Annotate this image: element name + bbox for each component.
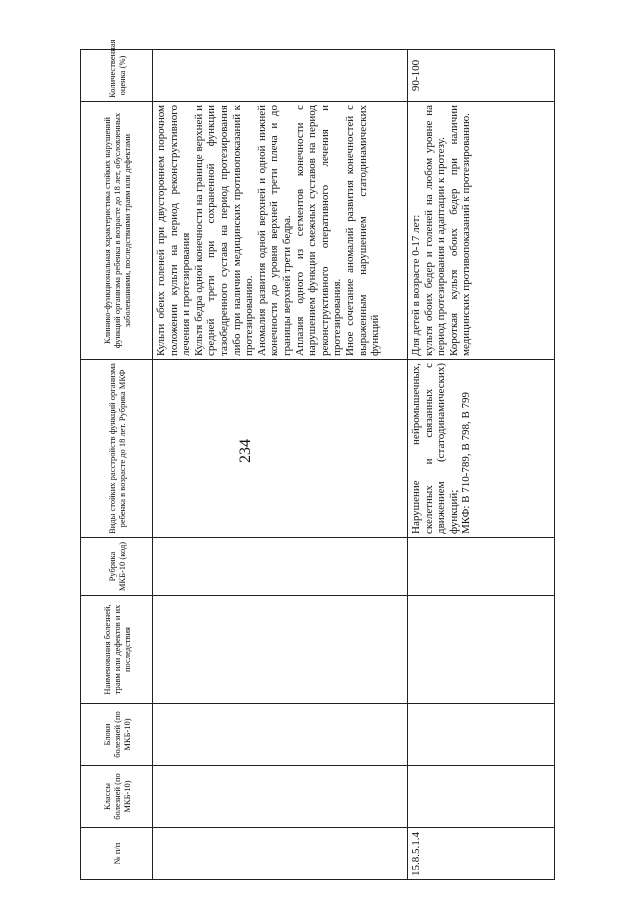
row2-disease-name — [408, 596, 555, 704]
row1-score — [153, 50, 408, 102]
header-function-types: Виды стойких расстройств функций организма ребенка в возрасте до 18 лет. Рубрика МКФ — [81, 360, 153, 538]
row2-disease-block — [408, 704, 555, 766]
header-disease-name: Наименования болезней, травм или дефектов и их последствия — [81, 596, 153, 704]
header-disease-class: Классы болезней (по МКБ-10) — [81, 766, 153, 828]
table-row — [153, 50, 408, 880]
row2-characteristic-text: Для детей в возрасте 0-17 лет: культя обоих бедер и голеней на любом уровне на период протезирования и адаптации к протезу. Короткая культя обоих бедер при наличии медицинских противопоказаний к протезированию. — [410, 105, 473, 356]
row2-score: 90-100 — [408, 50, 555, 102]
row2-characteristic — [408, 102, 555, 360]
row2-functions — [408, 360, 555, 538]
row1-number — [153, 828, 408, 880]
row1-disease-class — [153, 766, 408, 828]
row1-functions — [153, 360, 408, 538]
header-score: Количественная оценка (%) — [81, 50, 153, 102]
row2-number: 15.8.5.1.4 — [408, 828, 555, 880]
row1-disease-block — [153, 704, 408, 766]
row1-disease-name — [153, 596, 408, 704]
row2-disease-class — [408, 766, 555, 828]
row1-characteristic-text: Культи обеих голеней при двустороннем порочном положении культи на период реконструктивного лечения и протезирования Культя бедра одной конечности на границе верхней и средней трети при сохраненной функции тазобедренного сустава на период протезирования либо при наличии медицинских противопоказаний к протезированию. Аномалия развития одной верхней и одной нижней конечности до уровня верхней трети плеча и до границы верхней трети бедра. Аплазия одного из сегментов конечности с нарушением функции смежных суставов на период реконструктивного оперативного лечения и протезирования. Иное сочетание аномалий развития конечностей с выраженным нарушением статодинамических функций — [155, 105, 382, 356]
row1-characteristic — [153, 102, 408, 360]
header-row — [81, 50, 153, 880]
header-icd-code: Рубрика МКБ-10 (код) — [81, 538, 153, 596]
row1-icd-code — [153, 538, 408, 596]
disability-criteria-table — [80, 39, 555, 880]
table-row — [408, 50, 555, 880]
row2-functions-text: Нарушение нейромышечных, скелетных и связанных с движением (статодинамических) функций; МКФ: В 710-789, В 798, В 799 — [410, 363, 473, 534]
page-number: 234 — [237, 439, 254, 463]
document-sheet — [80, 39, 555, 880]
header-disease-block: Блоки болезней (по МКБ-10) — [81, 704, 153, 766]
header-characteristic: Клинико-функциональная характеристика стойких нарушений функций организма ребенка в возрасте до 18 лет, обусловленных заболеваниями, последствиями травм или дефектами — [81, 102, 153, 360]
row2-icd-code — [408, 538, 555, 596]
header-number: № п/п — [81, 828, 153, 880]
